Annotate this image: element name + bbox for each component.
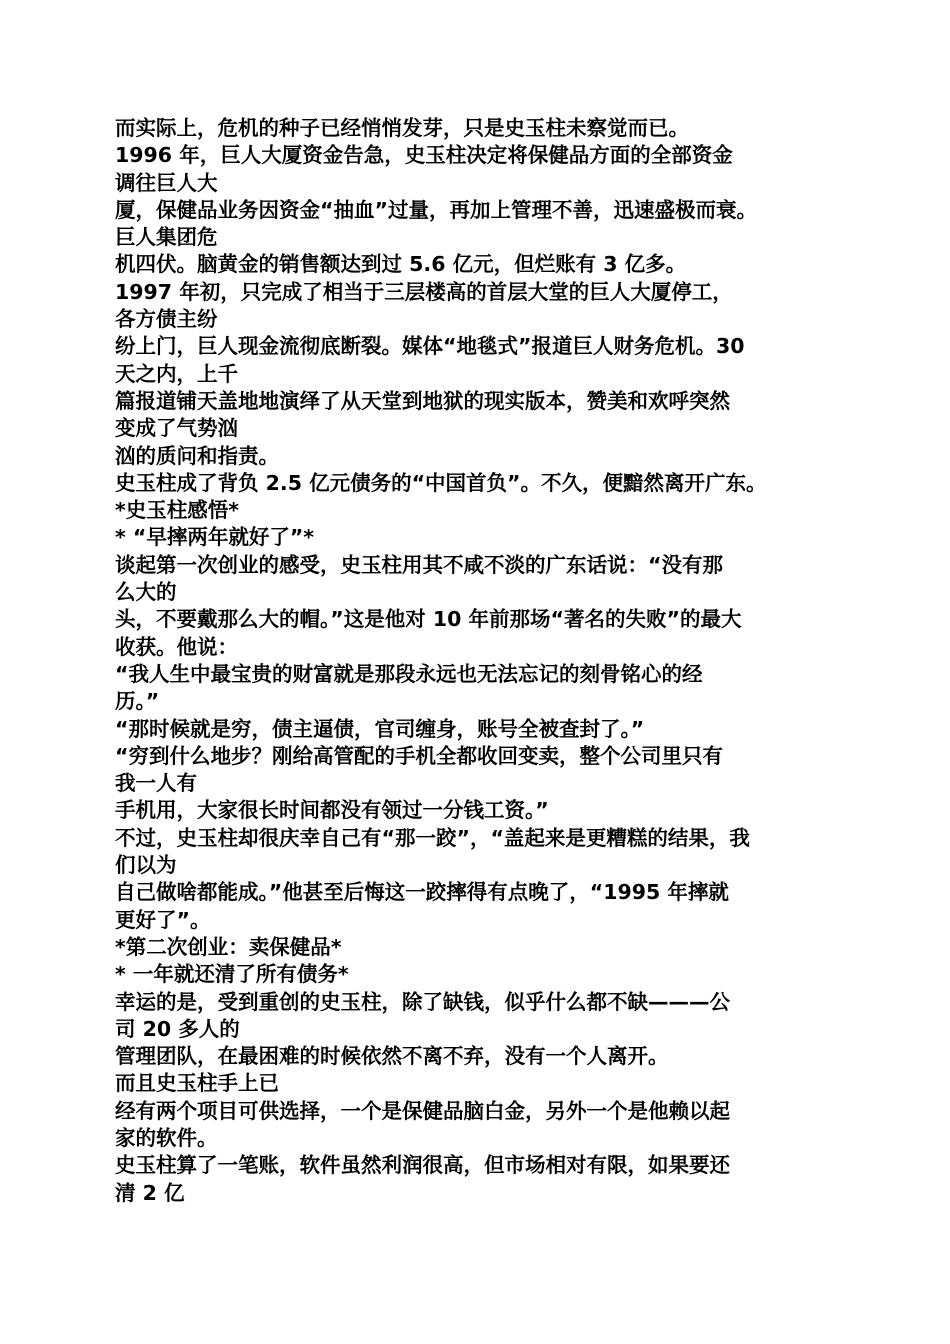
text-line: 不过，史玉柱却很庆幸自己有“那一跤”，“盖起来是更糟糕的结果，我 [115,825,750,850]
text-line: 手机用，大家很长时间都没有领过一分钱工资。” [115,798,549,823]
text-line: 经有两个项目可供选择，一个是保健品脑白金，另外一个是他赖以起 [115,1098,730,1123]
section-subheading: * “早摔两年就好了”* [115,525,315,550]
text-line: 我一人有 [115,771,197,796]
text-line: “那时候就是穷，债主逼债，官司缠身，账号全被查封了。” [115,716,645,741]
text-line: 厦，保健品业务因资金“抽血”过量，再加上管理不善，迅速盛极而衰。 [115,197,757,222]
document-body [115,115,837,1207]
text-line: 历。” [115,689,160,714]
text-line: 么大的 [115,580,177,605]
text-line: 机四伏。脑黄金的销售额达到过 5.6 亿元，但烂账有 3 亿多。 [115,252,687,277]
text-line: 巨人集团危 [115,225,218,250]
section-heading: *第二次创业：卖保健品* [115,934,342,959]
text-line: 1996 年，巨人大厦资金告急，史玉柱决定将保健品方面的全部资金 [115,143,733,168]
text-line: 篇报道铺天盖地地演绎了从天堂到地狱的现实版本，赞美和欢呼突然 [115,388,730,413]
text-line: 史玉柱算了一笔账，软件虽然利润很高，但市场相对有限，如果要还 [115,1153,730,1178]
text-line: 变成了气势汹 [115,416,238,441]
text-line: 头，不要戴那么大的帽。”这是他对 10 年前那场“著名的失败”的最大 [115,607,742,632]
text-line: 各方债主纷 [115,307,218,332]
text-line: 而且史玉柱手上已 [115,1071,279,1096]
text-line: 更好了”。 [115,907,211,932]
text-line: 史玉柱成了背负 2.5 亿元债务的“中国首负”。不久，便黯然离开广东。 [115,470,767,495]
text-line: 调往巨人大 [115,170,218,195]
text-line: 们以为 [115,853,177,878]
text-line: 幸运的是，受到重创的史玉柱，除了缺钱，似乎什么都不缺———公 [115,989,730,1014]
text-line: 天之内，上千 [115,361,238,386]
text-line: “穷到什么地步？刚给高管配的手机全都收回变卖，整个公司里只有 [115,743,723,768]
section-subheading: * 一年就还清了所有债务* [115,962,349,987]
text-line: 纷上门，巨人现金流彻底断裂。媒体“地毯式”报道巨人财务危机。30 [115,334,745,359]
text-line: 汹的质问和指责。 [115,443,279,468]
text-line: 自己做啥都能成。”他甚至后悔这一跤摔得有点晚了，“1995 年摔就 [115,880,729,905]
text-line: 1997 年初，只完成了相当于三层楼高的首层大堂的巨人大厦停工， [115,279,733,304]
text-line: 司 20 多人的 [115,1016,240,1041]
text-line: 家的软件。 [115,1125,218,1150]
text-line: 谈起第一次创业的感受，史玉柱用其不咸不淡的广东话说：“没有那 [115,552,723,577]
text-line: 管理团队，在最困难的时候依然不离不弃，没有一个人离开。 [115,1044,669,1069]
section-heading: *史玉柱感悟* [115,498,239,523]
text-line: 清 2 亿 [115,1180,185,1205]
text-line: “我人生中最宝贵的财富就是那段永远也无法忘记的刻骨铭心的经 [115,661,703,686]
text-line: 收获。他说： [115,634,238,659]
text-line: 而实际上，危机的种子已经悄悄发芽，只是史玉柱未察觉而已。 [115,116,689,140]
